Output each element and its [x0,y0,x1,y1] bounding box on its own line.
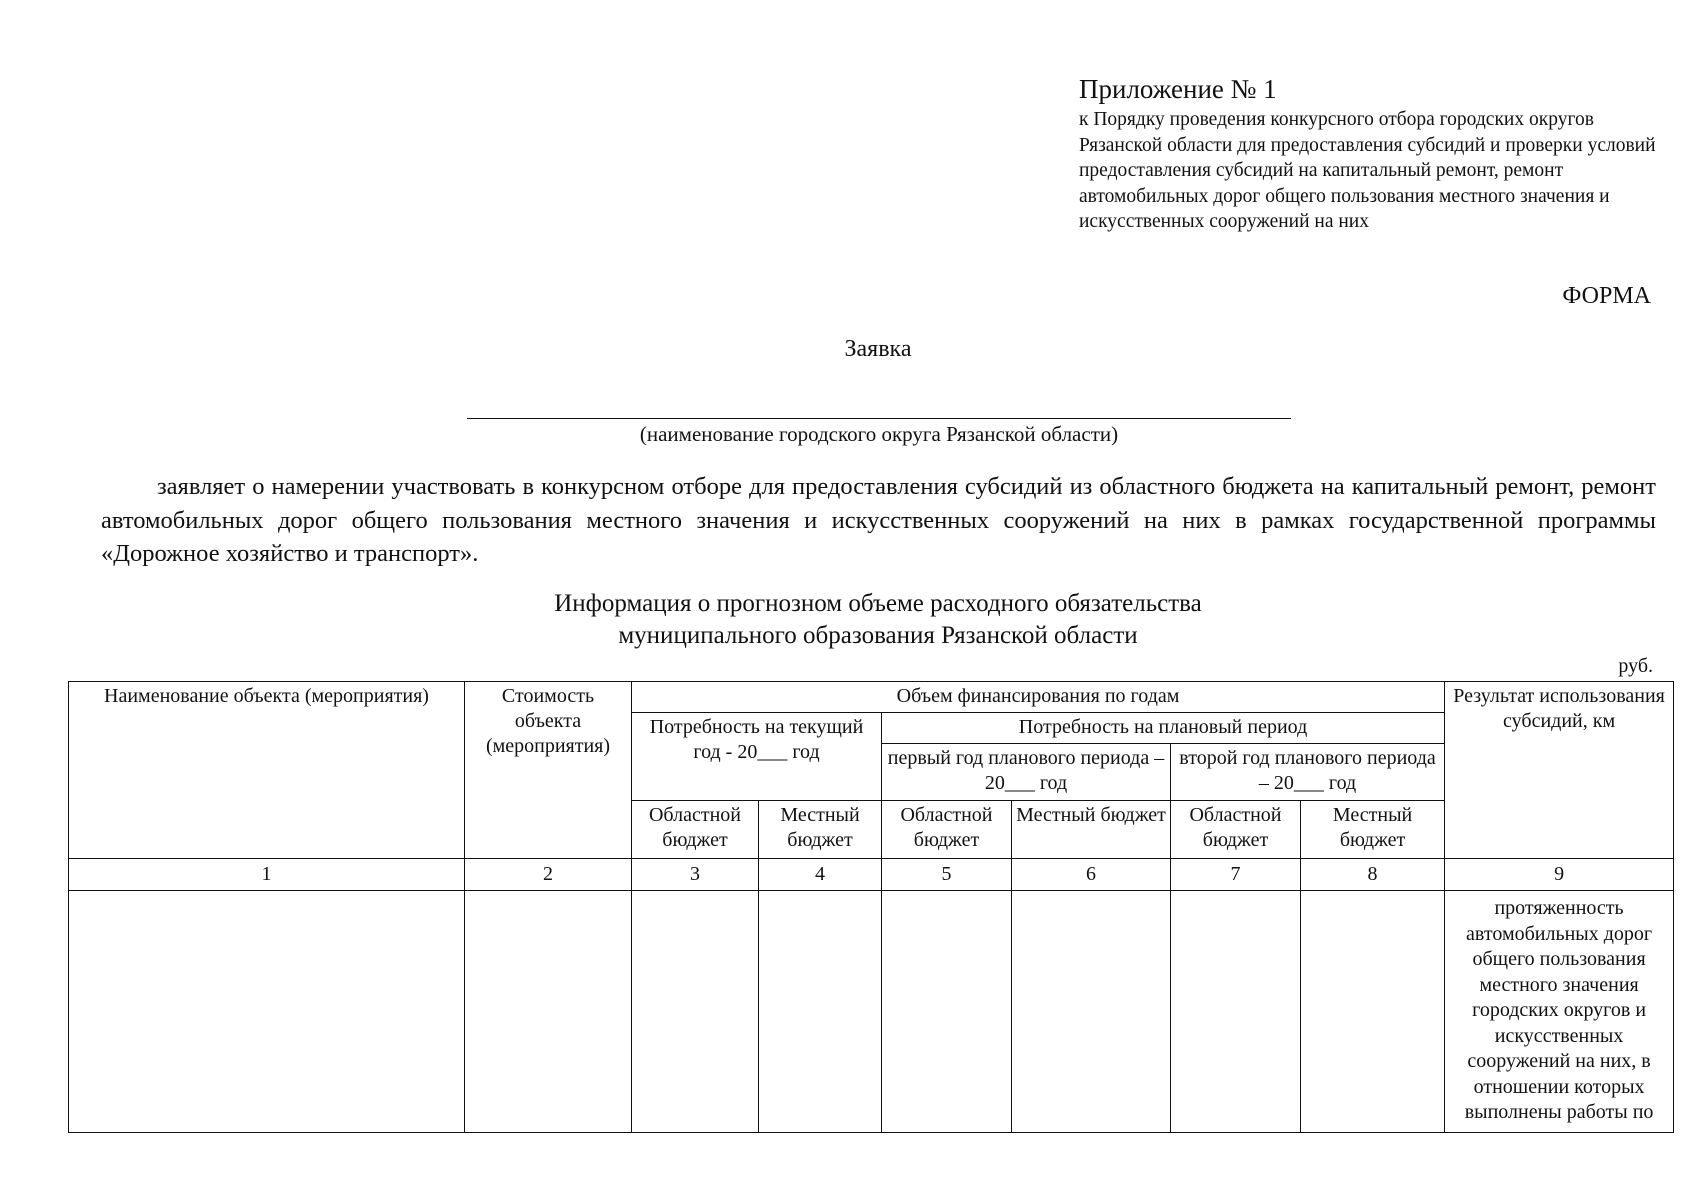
column-number: 4 [759,859,882,891]
cell-cost [465,891,632,1133]
column-number: 2 [465,859,632,891]
cell-result: протяженность автомобильных дорог общего пользования местного значения городских округов и искусственных сооружений на них, в отношении которых выполнены работы по [1445,891,1674,1133]
header-cost: Стоимость объекта (мероприятия) [465,682,632,859]
statement-text: заявляет о намерении участвовать в конкурсном отборе для предоставления субсидий из областного бюджета на капитальный ремонт, ремонт автомобильных дорог общего пользования местного значения и искусственных сооружений на них в рамках государственной программы «Дорожное хозяйство и транспорт». [101,473,1656,567]
info-title-line1: Информация о прогнозном объеме расходного обязательства [554,590,1202,617]
column-number: 8 [1301,859,1445,891]
header-row-1 [69,682,1674,713]
cell-regional-first [882,891,1012,1133]
header-local-budget-current: Местный бюджет [759,801,882,859]
appendix-description: к Порядку проведения конкурсного отбора городских округов Рязанской области для предоставления субсидий и проверки условий предоставления субсидий на капитальный ремонт, ремонт автомобильных дорог общего пользования местного значения и искусственных сооружений на них [1079,109,1656,232]
cell-local-second [1301,891,1445,1133]
header-financing-by-years: Объем финансирования по годам [632,682,1445,713]
header-regional-budget-second: Областной бюджет [1171,801,1301,859]
cell-local-current [759,891,882,1133]
form-label: ФОРМА [1562,283,1651,309]
header-object-name: Наименование объекта (мероприятия) [69,682,465,859]
header-regional-budget-first: Областной бюджет [882,801,1012,859]
header-current-need: Потребность на текущий год - 20___ год [632,713,882,801]
column-number: 3 [632,859,759,891]
currency-unit: руб. [1618,655,1653,677]
table-row [69,891,1674,1133]
appendix-title: Приложение № 1 [1079,74,1277,104]
column-number: 5 [882,859,1012,891]
column-number: 6 [1012,859,1171,891]
cell-regional-current [632,891,759,1133]
name-blank-line [467,418,1291,419]
statement-paragraph [101,470,1656,571]
column-number: 9 [1445,859,1674,891]
financing-table [68,681,1674,1133]
column-number: 1 [69,859,465,891]
header-second-planned-year: второй год планового периода – 20___ год [1171,744,1445,801]
document-title: Заявка [844,336,912,362]
column-number-row [69,859,1674,891]
info-title-line2: муниципального образования Рязанской области [618,622,1138,649]
column-number: 7 [1171,859,1301,891]
header-result: Результат использования субсидий, км [1445,682,1674,859]
cell-local-first [1012,891,1171,1133]
appendix-block [1079,74,1679,235]
cell-object-name [69,891,465,1133]
header-local-budget-second: Местный бюджет [1301,801,1445,859]
header-first-planned-year: первый год планового периода – 20___ год [882,744,1171,801]
cell-regional-second [1171,891,1301,1133]
info-title [0,588,1697,652]
header-regional-budget-current: Областной бюджет [632,801,759,859]
header-planned-need: Потребность на плановый период [882,713,1445,744]
header-local-budget-first: Местный бюджет [1012,801,1171,859]
name-blank-caption: (наименование городского округа Рязанской области) [639,422,1119,446]
